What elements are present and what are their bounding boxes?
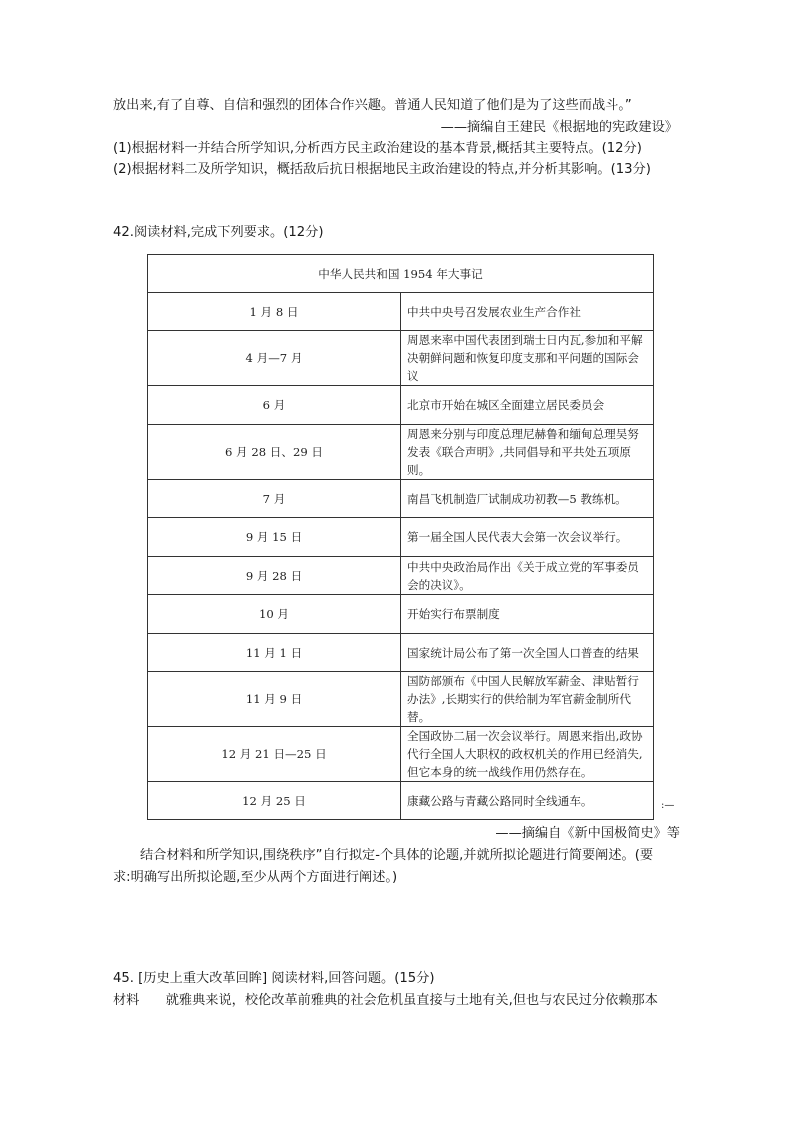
event-text: 中共中央号召发展农业生产合作社 bbox=[401, 293, 654, 331]
event-date: 9 月 28 日 bbox=[148, 557, 401, 595]
table-row bbox=[148, 293, 654, 331]
event-text: 第一届全国人民代表大会第一次会议举行。 bbox=[401, 518, 654, 557]
event-date: 6 月 28 日、29 日 bbox=[148, 425, 401, 480]
table-title-row bbox=[148, 255, 654, 293]
event-text: 开始实行布票制度 bbox=[401, 595, 654, 634]
event-date: 12 月 21 日—25 日 bbox=[148, 727, 401, 782]
table-row bbox=[148, 782, 654, 820]
table-row bbox=[148, 634, 654, 672]
source-citation-2: ——摘编自《新中国极简史》等 bbox=[495, 826, 680, 841]
event-text: 周恩来率中国代表团到瑞士日内瓦,参加和平解决朝鲜问题和恢复印度支那和平问题的国际会议 bbox=[401, 331, 654, 386]
corner-mark: :— bbox=[661, 800, 675, 811]
event-date: 6 月 bbox=[148, 386, 401, 425]
question-45-heading: 45. [历史上重大改革回眸] 阅读材料,回答问题。(15分) bbox=[113, 971, 435, 986]
question-42-instruction: 结合材料和所学知识,围绕秩序”自行拟定-个具体的论题,并就所拟论题进行简要阐述。(要 bbox=[140, 848, 654, 863]
paragraph-continuation: 放出来,有了自尊、自信和强烈的团体合作兴趣。普通人民知道了他们是为了这些而战斗。” bbox=[113, 98, 632, 113]
table-title: 中华人民共和国 1954 年大事记 bbox=[148, 255, 654, 293]
event-text: 国防部颁布《中国人民解放军薪金、津贴暂行办法》,长期实行的供给制为军官薪金制所代替。 bbox=[401, 672, 654, 727]
table-row bbox=[148, 595, 654, 634]
event-date: 4 月—7 月 bbox=[148, 331, 401, 386]
event-date: 11 月 1 日 bbox=[148, 634, 401, 672]
event-text: 全国政协二届一次会议举行。周恩来指出,政协代行全国人大职权的政权机关的作用已经消失,但它本身的统一战线作用仍然存在。 bbox=[401, 727, 654, 782]
table-row bbox=[148, 727, 654, 782]
event-date: 11 月 9 日 bbox=[148, 672, 401, 727]
table-row bbox=[148, 557, 654, 595]
question-42-heading: 42.阅读材料,完成下列要求。(12分) bbox=[113, 225, 324, 240]
source-citation-1: ——摘编自王建民《根据地的宪政建设》 bbox=[440, 120, 678, 135]
table-row bbox=[148, 672, 654, 727]
table-row bbox=[148, 425, 654, 480]
events-table bbox=[147, 254, 654, 820]
event-text: 康藏公路与青藏公路同时全线通车。 bbox=[401, 782, 654, 820]
event-text: 国家统计局公布了第一次全国人口普查的结果 bbox=[401, 634, 654, 672]
event-text: 周恩来分别与印度总理尼赫鲁和缅甸总理吴努发表《联合声明》,共同倡导和平共处五项原则。 bbox=[401, 425, 654, 480]
event-date: 1 月 8 日 bbox=[148, 293, 401, 331]
table-row bbox=[148, 386, 654, 425]
event-text: 北京市开始在城区全面建立居民委员会 bbox=[401, 386, 654, 425]
table-row bbox=[148, 331, 654, 386]
event-text: 中共中央政治局作出《关于成立党的军事委员会的决议》。 bbox=[401, 557, 654, 595]
event-date: 12 月 25 日 bbox=[148, 782, 401, 820]
table-row bbox=[148, 480, 654, 518]
event-date: 9 月 15 日 bbox=[148, 518, 401, 557]
table-row bbox=[148, 518, 654, 557]
question-part-2: (2)根据材料二及所学知识，概括敌后抗日根据地民主政治建设的特点,并分析其影响。(13分) bbox=[113, 162, 651, 177]
question-part-1: (1)根据材料一并结合所学知识,分析西方民主政治建设的基本背景,概括其主要特点。(12分) bbox=[113, 141, 642, 156]
event-date: 10 月 bbox=[148, 595, 401, 634]
event-date: 7 月 bbox=[148, 480, 401, 518]
event-text: 南昌飞机制造厂试制成功初教—5 教练机。 bbox=[401, 480, 654, 518]
question-42-instruction-cont: 求:明确写出所拟论题,至少从两个方面进行阐述。) bbox=[113, 870, 398, 885]
question-45-material: 材料 就雅典来说，校伦改革前雅典的社会危机虽直接与土地有关,但也与农民过分依赖那本 bbox=[113, 993, 658, 1008]
